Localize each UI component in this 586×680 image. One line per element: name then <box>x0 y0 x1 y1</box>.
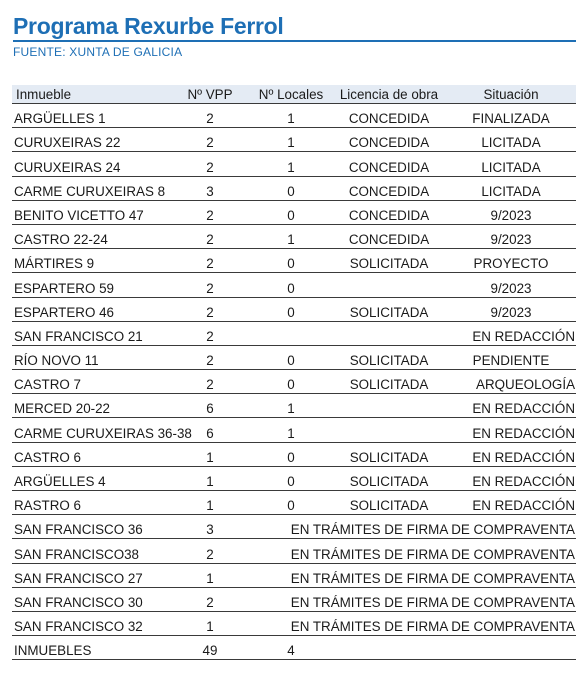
cell-inmueble: SAN FRANCISCO 32 <box>12 611 170 635</box>
cell-inmueble: SAN FRANCISCO 21 <box>12 321 170 345</box>
cell-inmueble: CARME CURUXEIRAS 36-38 <box>12 418 170 442</box>
cell-inmueble: RASTRO 6 <box>12 491 170 515</box>
cell-inmueble: MERCED 20-22 <box>12 394 170 418</box>
cell-licencia: CONCEDIDA <box>332 152 446 176</box>
table-row <box>12 563 576 587</box>
cell-situacion: LICITADA <box>446 176 576 200</box>
table-row <box>12 394 576 418</box>
table-row <box>12 491 576 515</box>
column-header-situacion: Situación <box>446 85 576 104</box>
table-row <box>12 466 576 490</box>
page-title: Programa Rexurbe Ferrol <box>13 13 284 39</box>
cell-situacion: LICITADA <box>446 152 576 176</box>
cell-locales: 1 <box>250 152 332 176</box>
table-header-row <box>12 85 576 104</box>
cell-locales: 0 <box>250 466 332 490</box>
cell-vpp: 2 <box>170 249 250 273</box>
cell-vpp: 2 <box>170 321 250 345</box>
cell-licencia <box>332 394 446 418</box>
cell-situacion: EN REDACCIÓN <box>446 466 576 490</box>
cell-locales: 0 <box>250 200 332 224</box>
cell-total-vpp: 49 <box>170 636 250 660</box>
total-row <box>12 636 576 660</box>
table-row <box>12 370 576 394</box>
cell-situacion: 9/2023 <box>446 200 576 224</box>
cell-vpp: 2 <box>170 104 250 128</box>
cell-tramite-status: EN TRÁMITES DE FIRMA DE COMPRAVENTA <box>250 539 576 563</box>
cell-licencia: CONCEDIDA <box>332 200 446 224</box>
cell-situacion: LICITADA <box>446 128 576 152</box>
cell-situacion: PROYECTO <box>446 249 576 273</box>
cell-inmueble: CURUXEIRAS 22 <box>12 128 170 152</box>
table-row <box>12 611 576 635</box>
rexurbe-table <box>12 85 576 660</box>
cell-empty <box>446 636 576 660</box>
cell-licencia: SOLICITADA <box>332 345 446 369</box>
cell-licencia <box>332 273 446 297</box>
table-row <box>12 224 576 248</box>
table-row <box>12 152 576 176</box>
cell-total-locales: 4 <box>250 636 332 660</box>
cell-situacion: 9/2023 <box>446 297 576 321</box>
table-row <box>12 297 576 321</box>
cell-tramite-status: EN TRÁMITES DE FIRMA DE COMPRAVENTA <box>250 611 576 635</box>
cell-vpp: 6 <box>170 394 250 418</box>
cell-vpp: 2 <box>170 345 250 369</box>
cell-inmueble: BENITO VICETTO 47 <box>12 200 170 224</box>
cell-situacion: 9/2023 <box>446 224 576 248</box>
cell-licencia: CONCEDIDA <box>332 224 446 248</box>
table-row <box>12 249 576 273</box>
column-header-inmueble: Inmueble <box>12 85 170 104</box>
cell-vpp: 3 <box>170 515 250 539</box>
table-row <box>12 418 576 442</box>
cell-tramite-status: EN TRÁMITES DE FIRMA DE COMPRAVENTA <box>250 515 576 539</box>
cell-empty <box>332 636 446 660</box>
source-label: FUENTE: XUNTA DE GALICIA <box>13 45 183 59</box>
cell-licencia: SOLICITADA <box>332 442 446 466</box>
cell-situacion: EN REDACCIÓN <box>446 418 576 442</box>
cell-tramite-status: EN TRÁMITES DE FIRMA DE COMPRAVENTA <box>250 587 576 611</box>
cell-inmueble: CASTRO 22-24 <box>12 224 170 248</box>
column-header-vpp: Nº VPP <box>170 85 250 104</box>
table-row <box>12 128 576 152</box>
cell-licencia <box>332 418 446 442</box>
cell-situacion: EN REDACCIÓN <box>446 442 576 466</box>
cell-tramite-status: EN TRÁMITES DE FIRMA DE COMPRAVENTA <box>250 563 576 587</box>
table-row <box>12 515 576 539</box>
cell-situacion: EN REDACCIÓN <box>446 321 576 345</box>
cell-vpp: 2 <box>170 200 250 224</box>
cell-vpp: 2 <box>170 539 250 563</box>
cell-inmueble: CASTRO 7 <box>12 370 170 394</box>
cell-inmueble: ESPARTERO 59 <box>12 273 170 297</box>
title-divider <box>13 40 576 42</box>
cell-inmueble: CARME CURUXEIRAS 8 <box>12 176 170 200</box>
cell-vpp: 1 <box>170 442 250 466</box>
cell-locales: 1 <box>250 104 332 128</box>
cell-locales: 1 <box>250 128 332 152</box>
cell-locales: 0 <box>250 370 332 394</box>
cell-locales: 1 <box>250 418 332 442</box>
cell-locales: 0 <box>250 442 332 466</box>
cell-locales: 0 <box>250 249 332 273</box>
cell-inmueble: SAN FRANCISCO 36 <box>12 515 170 539</box>
cell-total-label: INMUEBLES <box>12 636 170 660</box>
cell-inmueble: CASTRO 6 <box>12 442 170 466</box>
cell-vpp: 3 <box>170 176 250 200</box>
cell-licencia: SOLICITADA <box>332 370 446 394</box>
cell-inmueble: ESPARTERO 46 <box>12 297 170 321</box>
cell-licencia: CONCEDIDA <box>332 104 446 128</box>
cell-inmueble: CURUXEIRAS 24 <box>12 152 170 176</box>
cell-situacion: PENDIENTE <box>446 345 576 369</box>
cell-locales <box>250 321 332 345</box>
cell-inmueble: SAN FRANCISCO 27 <box>12 563 170 587</box>
cell-licencia: SOLICITADA <box>332 466 446 490</box>
cell-locales: 0 <box>250 176 332 200</box>
cell-vpp: 1 <box>170 491 250 515</box>
cell-inmueble: RÍO NOVO 11 <box>12 345 170 369</box>
cell-vpp: 2 <box>170 152 250 176</box>
table-row <box>12 539 576 563</box>
table-row <box>12 587 576 611</box>
table-row <box>12 321 576 345</box>
cell-vpp: 6 <box>170 418 250 442</box>
table-row <box>12 273 576 297</box>
cell-inmueble: ARGÜELLES 1 <box>12 104 170 128</box>
cell-situacion: EN REDACCIÓN <box>446 491 576 515</box>
cell-vpp: 2 <box>170 587 250 611</box>
cell-licencia: CONCEDIDA <box>332 128 446 152</box>
cell-locales: 0 <box>250 273 332 297</box>
cell-vpp: 2 <box>170 370 250 394</box>
cell-inmueble: SAN FRANCISCO 30 <box>12 587 170 611</box>
cell-licencia: SOLICITADA <box>332 491 446 515</box>
cell-vpp: 2 <box>170 273 250 297</box>
cell-vpp: 1 <box>170 466 250 490</box>
cell-licencia <box>332 321 446 345</box>
cell-licencia: SOLICITADA <box>332 249 446 273</box>
table-row <box>12 200 576 224</box>
table-row <box>12 345 576 369</box>
table-row <box>12 104 576 128</box>
cell-locales: 0 <box>250 297 332 321</box>
cell-vpp: 1 <box>170 611 250 635</box>
cell-vpp: 2 <box>170 297 250 321</box>
cell-vpp: 2 <box>170 224 250 248</box>
cell-licencia: CONCEDIDA <box>332 176 446 200</box>
cell-locales: 1 <box>250 224 332 248</box>
table-row <box>12 442 576 466</box>
cell-situacion: FINALIZADA <box>446 104 576 128</box>
cell-situacion: ARQUEOLOGÍA <box>446 370 576 394</box>
cell-licencia: SOLICITADA <box>332 297 446 321</box>
column-header-licencia: Licencia de obra <box>332 85 446 104</box>
cell-inmueble: ARGÜELLES 4 <box>12 466 170 490</box>
column-header-locales: Nº Locales <box>250 85 332 104</box>
cell-inmueble: SAN FRANCISCO38 <box>12 539 170 563</box>
cell-situacion: 9/2023 <box>446 273 576 297</box>
cell-locales: 1 <box>250 394 332 418</box>
cell-locales: 0 <box>250 491 332 515</box>
cell-vpp: 1 <box>170 563 250 587</box>
table-row <box>12 176 576 200</box>
cell-locales: 0 <box>250 345 332 369</box>
cell-inmueble: MÁRTIRES 9 <box>12 249 170 273</box>
cell-situacion: EN REDACCIÓN <box>446 394 576 418</box>
cell-vpp: 2 <box>170 128 250 152</box>
